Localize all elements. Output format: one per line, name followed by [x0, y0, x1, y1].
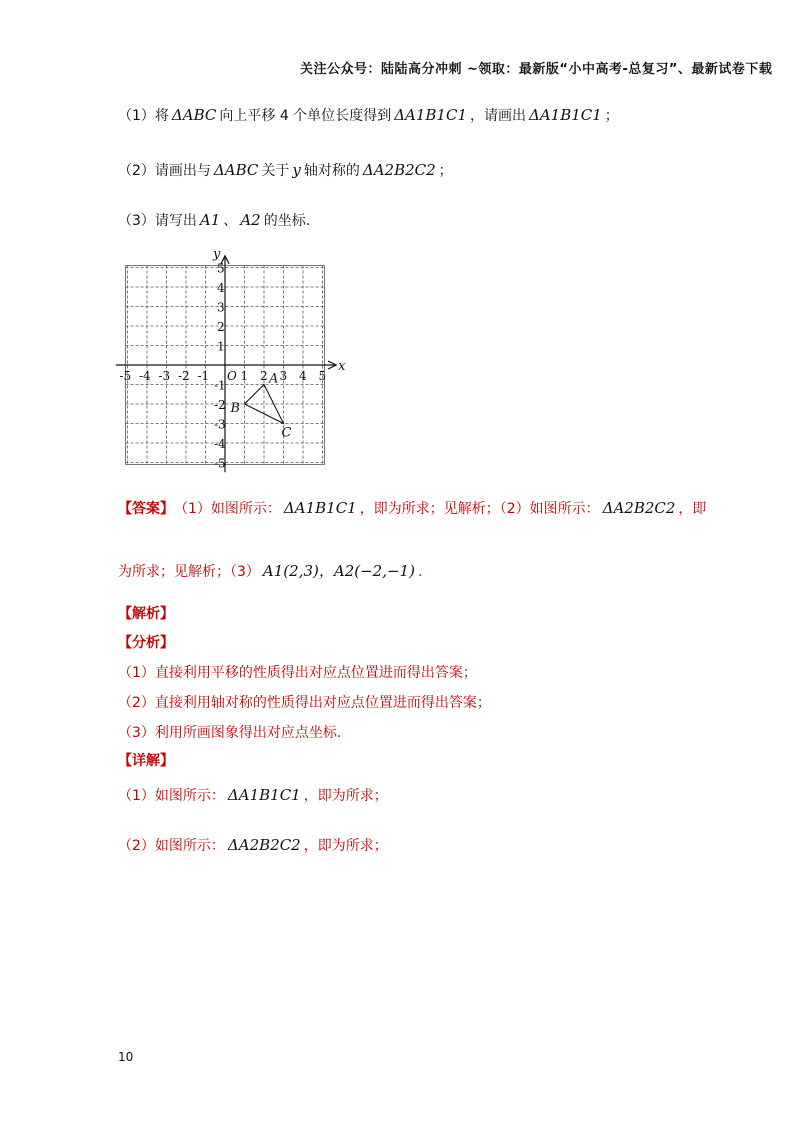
y-tick-label: 2 — [217, 320, 225, 334]
x-tick-label: -4 — [139, 369, 151, 383]
answer-text-4: 为所求；见解析；（3） — [118, 564, 260, 580]
q3-text-c: 的坐标. — [263, 213, 311, 229]
q2-text-d: ； — [438, 163, 453, 179]
fenxi-tag: 【分析】 — [118, 635, 174, 651]
page-header: 关注公众号：陆陆高分冲刺 ~领取：最新版“小中高考-总复习”、最新试卷下载 — [300, 62, 773, 77]
point-label-a: A — [269, 371, 279, 387]
fenxi-item: （2）直接利用轴对称的性质得出对应点位置进而得出答案； — [118, 695, 491, 711]
q3-text-b: 、 — [223, 213, 238, 229]
q3-math-a2: A2 — [240, 211, 261, 229]
q3-math-a1: A1 — [199, 211, 221, 229]
answer-math-3: A1(2,3)，A2(−2,−1) — [262, 562, 415, 580]
y-tick-label: -1 — [214, 378, 226, 393]
detail-line-1 — [118, 785, 388, 805]
x-tick-label: 1 — [240, 369, 249, 383]
y-tick-label: -3 — [214, 417, 226, 432]
answer-math-2: ΔA2B2C2 — [602, 499, 676, 517]
q1-math-a1b1c1-2: ΔA1B1C1 — [528, 106, 602, 124]
fenxi-item: （1）直接利用平移的性质得出对应点位置进而得出答案； — [118, 665, 477, 681]
answer-tag: 【答案】 — [118, 501, 174, 517]
q2-math-abc: ΔABC — [213, 161, 259, 179]
answer-text-1: （1）如图所示： — [174, 501, 281, 517]
x-tick-label: -5 — [119, 369, 132, 383]
answer-text-5: . — [417, 564, 423, 580]
answer-line-1 — [118, 498, 706, 518]
point-label-b: B — [230, 401, 241, 416]
y-tick-label: 3 — [217, 300, 225, 315]
detail2-text-b: ，即为所求； — [303, 838, 388, 854]
q3-text-a: （3）请写出 — [118, 213, 197, 229]
q2-text-b: 关于 — [261, 163, 290, 179]
x-tick-label: 4 — [299, 369, 307, 383]
question-3 — [118, 210, 310, 230]
y-axis-label: y — [213, 246, 221, 262]
coordinate-grid — [112, 245, 352, 475]
tick-labels — [120, 247, 347, 471]
detail1-text-a: （1）如图所示： — [118, 788, 225, 804]
q1-text-c: ，请画出 — [469, 108, 526, 124]
q2-math-y: y — [292, 161, 301, 179]
q2-text-a: （2）请画出与 — [118, 163, 211, 179]
x-tick-label: 3 — [279, 369, 288, 383]
detail-line-2 — [118, 835, 388, 855]
y-tick-label: -5 — [214, 456, 226, 471]
origin-label: O — [227, 369, 237, 383]
fenxi-item: （3）利用所画图象得出对应点坐标. — [118, 725, 342, 741]
question-1 — [118, 105, 619, 125]
answer-text-3: ，即 — [678, 501, 707, 517]
x-tick-label: -1 — [197, 369, 210, 383]
y-tick-label: -2 — [214, 398, 226, 412]
detail-tag: 【详解】 — [118, 753, 174, 769]
detail1-math: ΔA1B1C1 — [227, 786, 301, 804]
question-2 — [118, 160, 453, 180]
answer-line-2 — [118, 560, 422, 581]
point-label-c: C — [281, 425, 292, 441]
x-axis-label: x — [338, 359, 346, 374]
detail2-math: ΔA2B2C2 — [227, 836, 301, 854]
y-tick-label: 1 — [217, 339, 225, 354]
x-tick-label: 5 — [318, 369, 327, 383]
y-tick-label: 4 — [217, 281, 225, 295]
q2-text-c: 轴对称的 — [303, 163, 360, 179]
y-tick-label: 5 — [217, 261, 225, 276]
x-tick-label: -2 — [178, 369, 190, 383]
q1-text-b: 向上平移 4 个单位长度得到 — [219, 108, 392, 124]
q1-math-a1b1c1: ΔA1B1C1 — [394, 106, 467, 124]
analysis-tag: 【解析】 — [118, 606, 174, 622]
detail2-text-a: （2）如图所示： — [118, 838, 225, 854]
x-tick-label: -3 — [158, 369, 171, 383]
y-tick-label: -4 — [214, 437, 226, 451]
q1-math-abc: ΔABC — [171, 106, 217, 124]
q2-math-a2b2c2: ΔA2B2C2 — [362, 161, 436, 179]
q1-text-a: （1）将 — [118, 108, 169, 124]
page-number: 10 — [118, 1050, 134, 1064]
q1-text-d: ； — [604, 108, 619, 124]
answer-math-1: ΔA1B1C1 — [283, 499, 357, 517]
x-tick-label: 2 — [260, 369, 268, 383]
answer-text-2: ，即为所求；见解析；（2）如图所示： — [359, 501, 600, 517]
detail1-text-b: ，即为所求； — [303, 788, 388, 804]
